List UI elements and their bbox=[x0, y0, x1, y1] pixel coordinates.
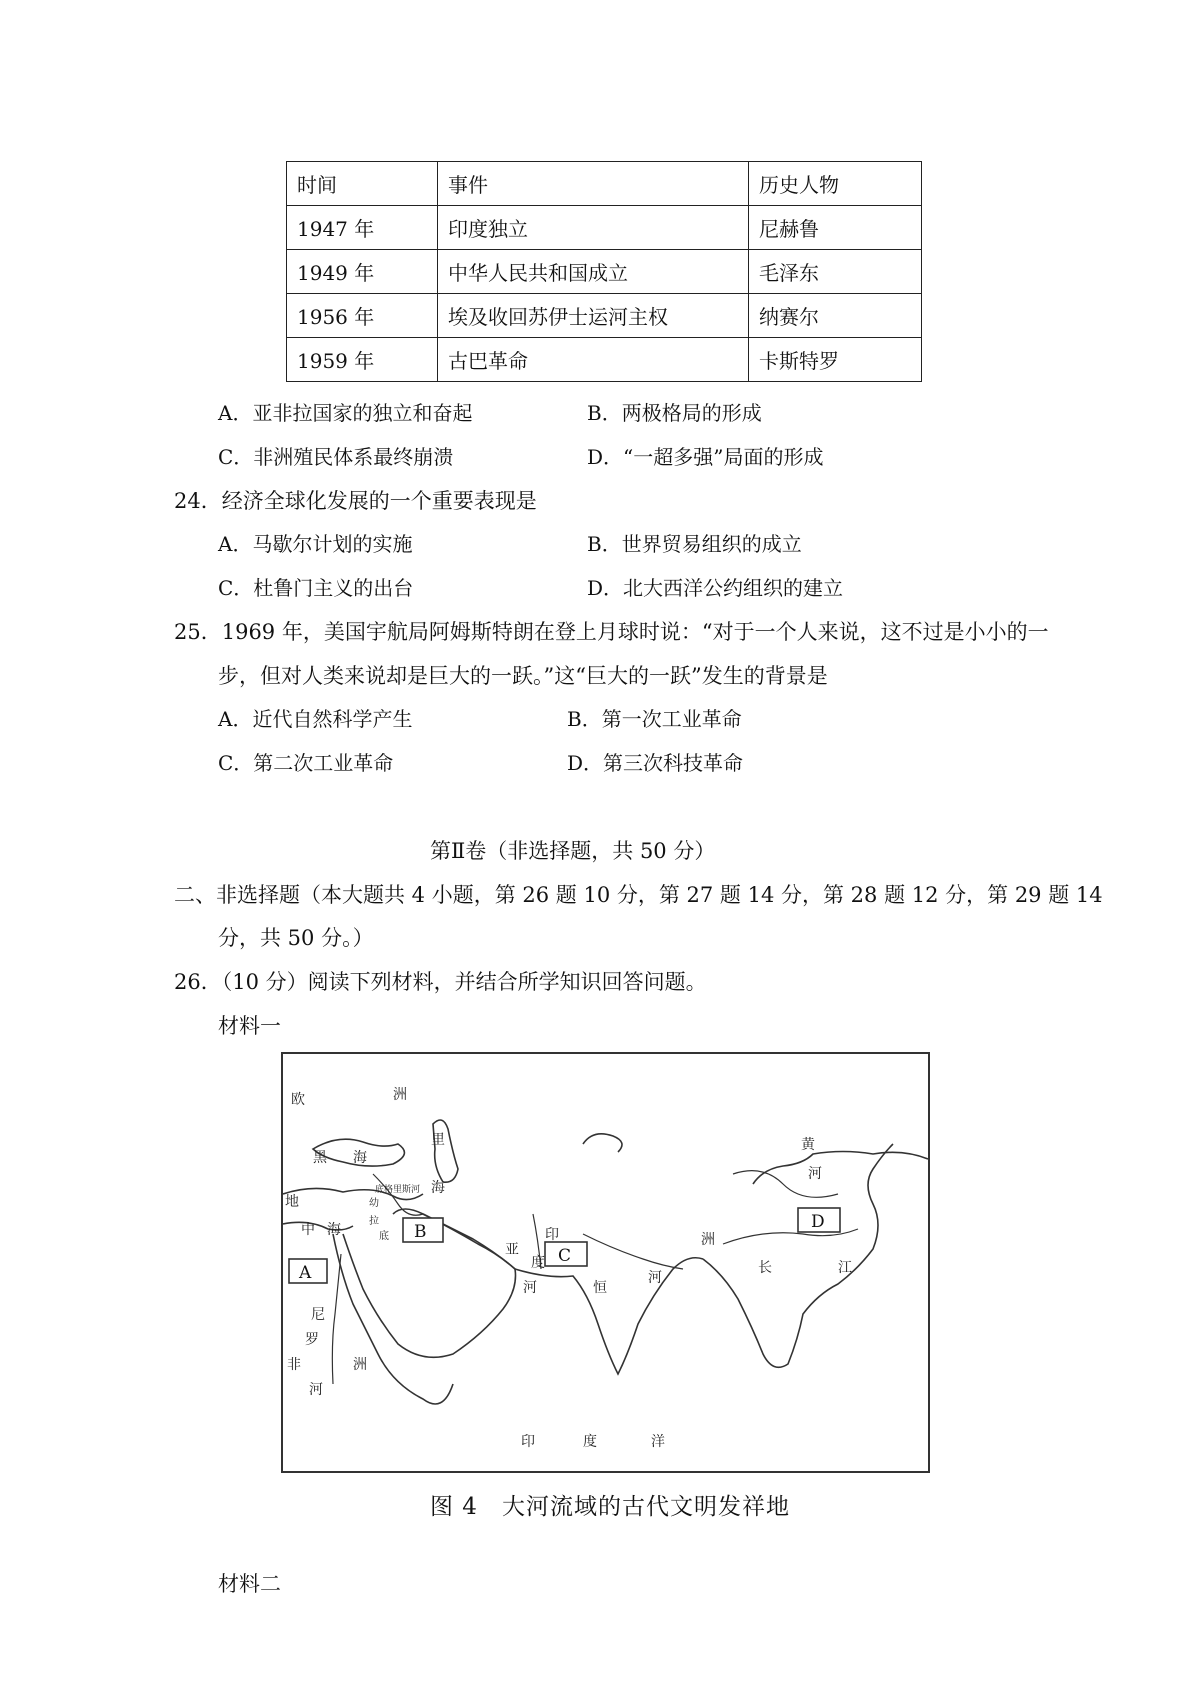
q24-option-c: C．杜鲁门主义的出台 bbox=[218, 576, 414, 600]
map-label: 河 bbox=[648, 1270, 662, 1286]
map-label: 河 bbox=[309, 1382, 323, 1398]
section-title: 第Ⅱ卷（非选择题，共 50 分） bbox=[430, 839, 716, 863]
map-label: 海 bbox=[431, 1180, 445, 1196]
map-label: 洲 bbox=[701, 1232, 715, 1248]
map-label: 河 bbox=[523, 1280, 537, 1296]
table-header-cell: 历史人物 bbox=[749, 162, 922, 206]
northeast-asia-coast bbox=[753, 1152, 928, 1185]
q25-option-d: D．第三次科技革命 bbox=[567, 751, 744, 775]
table-row bbox=[287, 206, 922, 250]
map-label: 黑 bbox=[313, 1150, 327, 1166]
q25-stem-line2: 步，但对人类来说却是巨大的一跃。”这“巨大的一跃”发生的背景是 bbox=[218, 664, 828, 688]
table-cell: 印度独立 bbox=[438, 206, 749, 250]
yellow-river bbox=[733, 1171, 838, 1198]
map-label: 中 bbox=[301, 1222, 315, 1238]
map-label: 印 bbox=[545, 1227, 559, 1243]
table-header-row bbox=[287, 162, 922, 206]
table-cell: 古巴革命 bbox=[438, 338, 749, 382]
ganges-river bbox=[583, 1234, 683, 1269]
table-header-cell: 事件 bbox=[438, 162, 749, 206]
material2-label: 材料二 bbox=[218, 1572, 281, 1596]
map-label: 里 bbox=[431, 1132, 445, 1148]
river-civilizations-map bbox=[281, 1052, 930, 1473]
map-label: 洋 bbox=[651, 1434, 665, 1450]
map-label: 地 bbox=[285, 1194, 299, 1210]
q25-option-a: A．近代自然科学产生 bbox=[218, 707, 413, 731]
india-coast bbox=[515, 1258, 703, 1374]
box-a-label: A bbox=[299, 1263, 312, 1283]
box-d-label: D bbox=[811, 1212, 825, 1232]
map-label: 江 bbox=[838, 1260, 852, 1276]
map-label: 印 bbox=[521, 1434, 535, 1450]
q24-option-d: D．北大西洋公约组织的建立 bbox=[587, 576, 844, 600]
map-label: 底格里斯河 bbox=[375, 1185, 421, 1195]
arctic-island bbox=[583, 1134, 622, 1152]
map-label: 黄 bbox=[801, 1137, 815, 1153]
map-label: 罗 bbox=[305, 1332, 319, 1348]
table-cell: 毛泽东 bbox=[749, 250, 922, 294]
q26-stem: 26．（10 分）阅读下列材料，并结合所学知识回答问题。 bbox=[174, 970, 707, 994]
map-label: 欧 bbox=[291, 1092, 305, 1108]
map-label: 尼 bbox=[311, 1307, 325, 1323]
map-label: 洲 bbox=[353, 1357, 367, 1373]
table-cell: 1956 年 bbox=[287, 294, 438, 338]
caspian-sea-shape bbox=[433, 1120, 458, 1182]
map-label: 拉 bbox=[369, 1216, 379, 1227]
table-cell: 埃及收回苏伊士运河主权 bbox=[438, 294, 749, 338]
table-row bbox=[287, 294, 922, 338]
map-label: 非 bbox=[287, 1357, 301, 1373]
map-label: 幼 bbox=[369, 1198, 379, 1209]
table-cell: 纳赛尔 bbox=[749, 294, 922, 338]
map-label: 长 bbox=[758, 1260, 772, 1276]
q23-option-d: D．“一超多强”局面的形成 bbox=[587, 445, 824, 469]
east-asia-coast bbox=[703, 1144, 893, 1367]
map-label: 洲 bbox=[393, 1087, 407, 1103]
map-label: 度 bbox=[531, 1255, 545, 1271]
table-cell: 尼赫鲁 bbox=[749, 206, 922, 250]
table-cell: 1947 年 bbox=[287, 206, 438, 250]
table-cell: 卡斯特罗 bbox=[749, 338, 922, 382]
q25-stem-line1: 25．1969 年，美国宇航局阿姆斯特朗在登上月球时说：“对于一个人来说，这不过是小小的一 bbox=[174, 620, 1049, 644]
table-row bbox=[287, 250, 922, 294]
table-cell: 中华人民共和国成立 bbox=[438, 250, 749, 294]
north-africa-coast bbox=[283, 1222, 353, 1230]
map-label: 海 bbox=[353, 1150, 367, 1166]
material1-label: 材料一 bbox=[218, 1014, 281, 1038]
map-drawing bbox=[283, 1054, 928, 1471]
table-row bbox=[287, 338, 922, 382]
section-heading-line2: 分，共 50 分。） bbox=[218, 926, 374, 950]
table-cell: 1949 年 bbox=[287, 250, 438, 294]
table-header-cell: 时间 bbox=[287, 162, 438, 206]
map-label: 底 bbox=[379, 1231, 389, 1242]
map-label: 海 bbox=[327, 1222, 341, 1238]
nile-river bbox=[332, 1254, 341, 1384]
map-label: 恒 bbox=[593, 1280, 607, 1296]
q23-option-a: A．亚非拉国家的独立和奋起 bbox=[218, 401, 473, 425]
section-heading-line1: 二、非选择题（本大题共 4 小题，第 26 题 10 分，第 27 题 14 分，第 28 题 12 分，第 29 题 14 bbox=[174, 883, 1103, 907]
box-c-label: C bbox=[558, 1246, 572, 1266]
q25-option-b: B．第一次工业革命 bbox=[567, 707, 742, 731]
q24-option-a: A．马歇尔计划的实施 bbox=[218, 532, 413, 556]
q23-option-b: B．两极格局的形成 bbox=[587, 401, 762, 425]
q24-stem: 24．经济全球化发展的一个重要表现是 bbox=[174, 489, 537, 513]
q24-option-b: B．世界贸易组织的成立 bbox=[587, 532, 802, 556]
events-table bbox=[286, 161, 922, 382]
q25-option-c: C．第二次工业革命 bbox=[218, 751, 394, 775]
box-b-label: B bbox=[414, 1222, 427, 1242]
q23-option-c: C．非洲殖民体系最终崩溃 bbox=[218, 445, 454, 469]
table-cell: 1959 年 bbox=[287, 338, 438, 382]
map-caption: 图 4 大河流域的古代文明发祥地 bbox=[430, 1494, 790, 1520]
map-label: 河 bbox=[808, 1166, 822, 1182]
map-label: 度 bbox=[583, 1434, 597, 1450]
map-label: 亚 bbox=[505, 1242, 519, 1258]
